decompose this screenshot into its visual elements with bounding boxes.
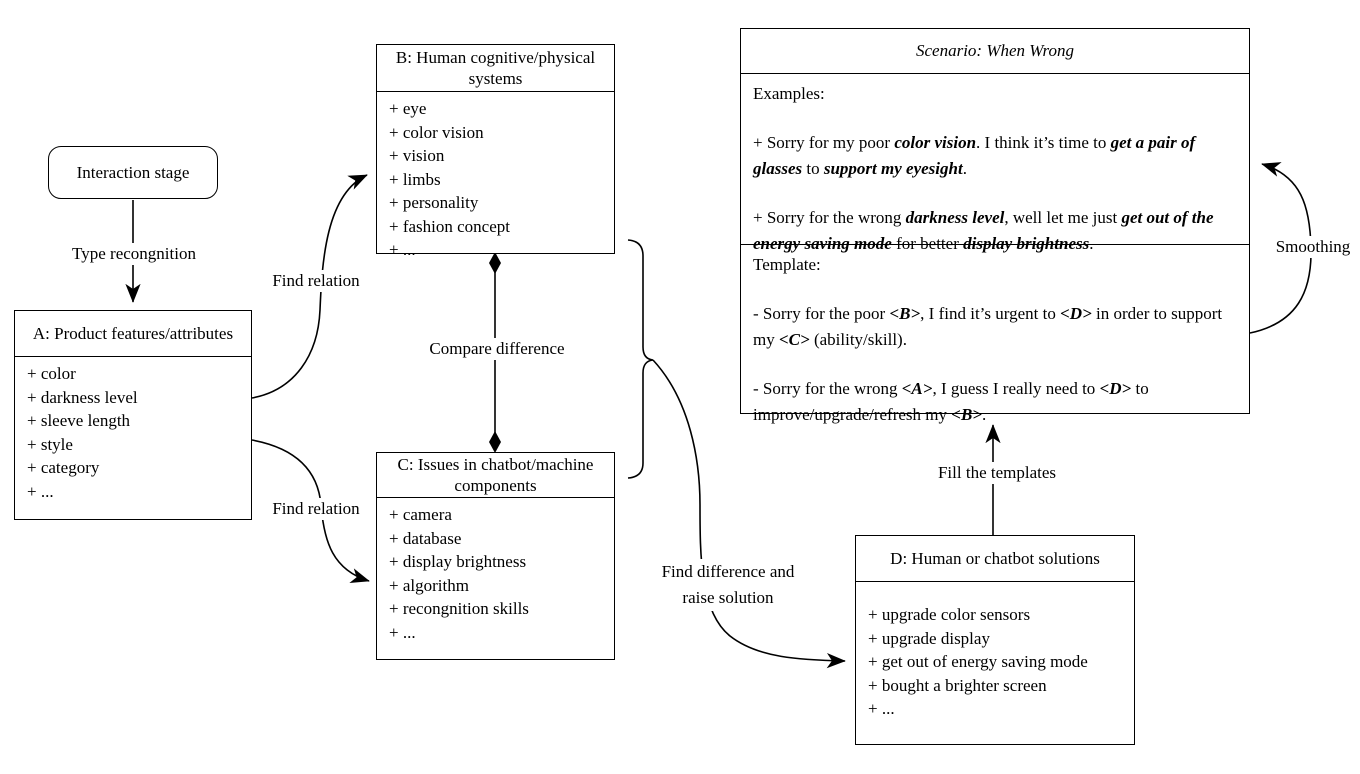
example-sentence-1: + Sorry for my poor color vision. I think it’s time to get a pair of glasses to support my eyesight. (753, 133, 1196, 178)
node-a-items (15, 357, 251, 503)
list-item: + color (27, 364, 76, 383)
list-item: + recongnition skills (389, 599, 529, 618)
list-item: + fashion concept (389, 216, 510, 236)
list-item: + ... (389, 240, 416, 259)
node-b-items (377, 92, 614, 262)
list-item: + bought a brighter screen (868, 675, 1047, 695)
example-sentence-2: + Sorry for the wrong darkness level, well let me just get out of the energy saving mode for better display brightness. (753, 208, 1214, 253)
node-d-solutions (855, 535, 1135, 745)
list-item: + get out of energy saving mode (868, 652, 1088, 671)
list-item: + darkness level (27, 387, 138, 407)
edge-label-compare-difference: Compare difference (425, 338, 568, 360)
node-c-items (377, 498, 614, 644)
list-item: + ... (389, 622, 416, 642)
list-item: + category (27, 458, 100, 477)
brace-b-c (628, 240, 653, 478)
list-item: + display brightness (389, 552, 527, 571)
list-item: + algorithm (389, 575, 469, 595)
node-interaction-stage (48, 146, 218, 199)
edge-label-type-recognition: Type recongnition (68, 243, 200, 265)
list-item: + personality (389, 193, 479, 212)
edge-label-find-relation-c: Find relation (268, 498, 363, 520)
edge-label-fill-templates: Fill the templates (934, 462, 1060, 484)
list-item: + database (389, 528, 462, 548)
node-a-product-features (14, 310, 252, 520)
list-item: + eye (389, 99, 427, 118)
node-c-machine-issues (376, 452, 615, 660)
scenario-panel (740, 28, 1250, 424)
list-item: + camera (389, 505, 452, 524)
list-item: + ... (868, 699, 895, 718)
list-item: + color vision (389, 122, 484, 142)
examples-label: Examples: (753, 84, 825, 103)
node-d-items (856, 582, 1134, 721)
scenario-template-section (741, 245, 1249, 424)
interaction-stage-label: Interaction stage (76, 162, 190, 182)
template-sentence-2: - Sorry for the wrong <A>, I guess I really need to <D> to improve/upgrade/refresh my <B>. (753, 379, 1149, 424)
node-d-title: D: Human or chatbot solutions (856, 536, 1134, 582)
diamond-endpoint-bottom (489, 431, 501, 453)
template-sentence-1: - Sorry for the poor <B>, I find it’s urgent to <D> in order to support my <C> (ability/skill). (753, 304, 1223, 349)
list-item: + limbs (389, 169, 441, 189)
node-b-title: B: Human cognitive/physical systems (377, 45, 614, 92)
template-label: Template: (753, 255, 821, 274)
node-c-title: C: Issues in chatbot/machine components (377, 453, 614, 498)
scenario-examples-section (741, 74, 1249, 253)
list-item: + upgrade color sensors (868, 605, 1031, 624)
scenario-title: Scenario: When Wrong (741, 29, 1249, 74)
list-item: + ... (27, 481, 54, 501)
edge-label-find-difference: Find difference and raise solution (643, 559, 813, 611)
node-b-human-systems (376, 44, 615, 259)
list-item: + vision (389, 146, 445, 165)
list-item: + style (27, 434, 73, 454)
edge-label-find-relation-b: Find relation (268, 270, 363, 292)
node-a-title: A: Product features/attributes (15, 311, 251, 357)
edge-label-smoothing: Smoothing (1272, 236, 1355, 258)
list-item: + upgrade display (868, 628, 990, 648)
list-item: + sleeve length (27, 411, 131, 430)
